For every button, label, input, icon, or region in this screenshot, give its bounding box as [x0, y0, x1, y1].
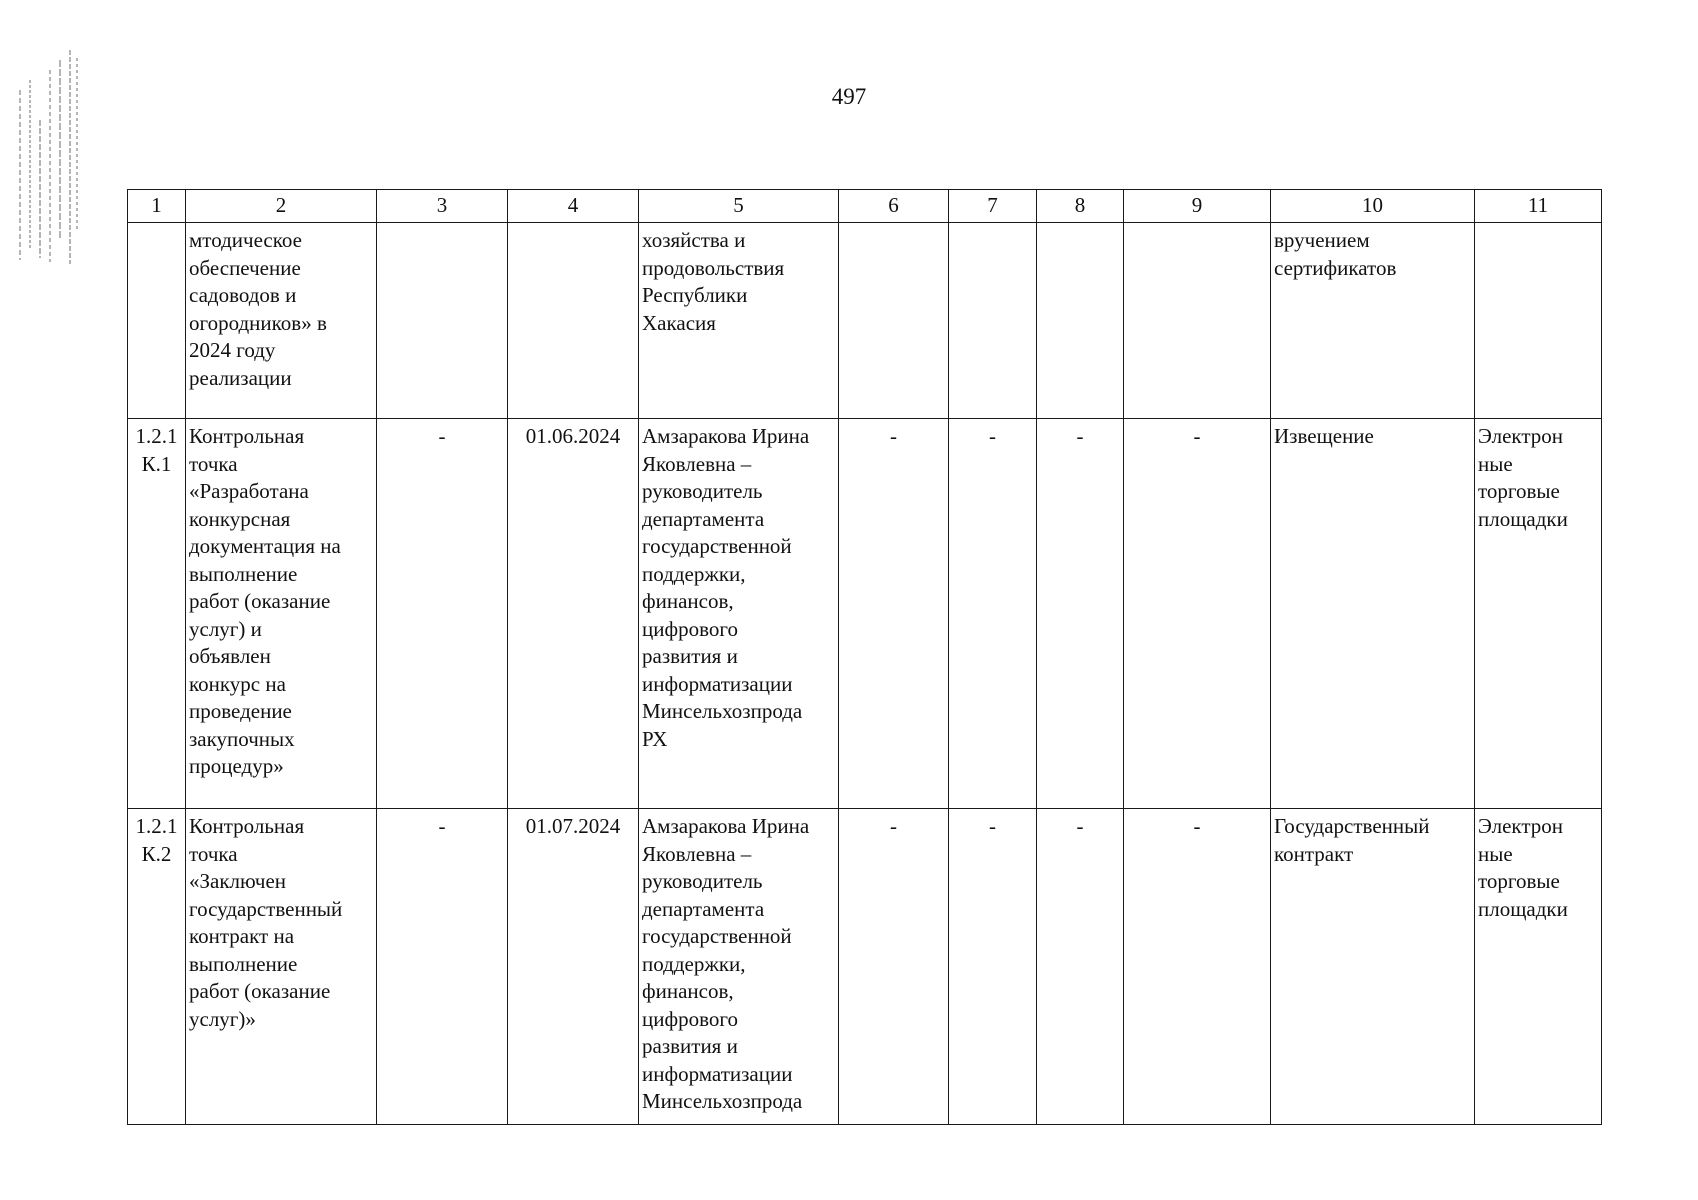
- table-cell: -: [839, 419, 949, 809]
- info-system-cell: Электрон ные торговые площадки: [1475, 809, 1602, 1125]
- table-row: [128, 223, 1602, 419]
- document-type-cell: Государственный контракт: [1271, 809, 1475, 1125]
- table-row: [128, 419, 1602, 809]
- table-cell: -: [1037, 419, 1124, 809]
- table-cell: -: [1037, 809, 1124, 1125]
- table-cell: -: [377, 809, 508, 1125]
- column-header: 8: [1037, 190, 1124, 223]
- table-cell: -: [949, 809, 1037, 1125]
- document-type-cell: вручением сертификатов: [1271, 223, 1475, 419]
- table-cell: -: [1124, 419, 1271, 809]
- table-cell: [839, 223, 949, 419]
- event-name-cell: Контрольная точка «Заключен государственный контракт на выполнение работ (оказание услуг)»: [186, 809, 377, 1125]
- column-header: 4: [508, 190, 639, 223]
- responsible-cell: Амзаракова Ирина Яковлевна – руководитель департамента государственной поддержки, финансов, цифрового развития и информатизации Минсельхозпрода РХ: [639, 419, 839, 809]
- table-cell: [377, 223, 508, 419]
- column-header: 11: [1475, 190, 1602, 223]
- row-number-cell: [128, 223, 186, 419]
- row-number-cell: 1.2.1 К.1: [128, 419, 186, 809]
- page-number: 497: [831, 84, 867, 109]
- date-cell: 01.06.2024: [508, 419, 639, 809]
- registration-stamp: [14, 50, 80, 268]
- column-header: 5: [639, 190, 839, 223]
- row-number-cell: 1.2.1 К.2: [128, 809, 186, 1125]
- table-header-row: [128, 190, 1602, 223]
- plan-table: [127, 189, 1602, 1125]
- document-type-cell: Извещение: [1271, 419, 1475, 809]
- table-cell: -: [1124, 809, 1271, 1125]
- column-header: 10: [1271, 190, 1475, 223]
- event-name-cell: мтодическое обеспечение садоводов и огородников» в 2024 году реализации: [186, 223, 377, 419]
- table-cell: [949, 223, 1037, 419]
- responsible-cell: Амзаракова Ирина Яковлевна – руководитель департамента государственной поддержки, финансов, цифрового развития и информатизации Минсельхозпрода: [639, 809, 839, 1125]
- table-cell: -: [949, 419, 1037, 809]
- date-cell: 01.07.2024: [508, 809, 639, 1125]
- table-cell: [1124, 223, 1271, 419]
- column-header: 1: [128, 190, 186, 223]
- event-name-cell: Контрольная точка «Разработана конкурсная документация на выполнение работ (оказание услуг) и объявлен конкурс на проведение закупочных процедур»: [186, 419, 377, 809]
- column-header: 7: [949, 190, 1037, 223]
- table-cell: -: [377, 419, 508, 809]
- table-cell: [1037, 223, 1124, 419]
- responsible-cell: хозяйства и продовольствия Республики Хакасия: [639, 223, 839, 419]
- column-header: 9: [1124, 190, 1271, 223]
- table-cell: -: [839, 809, 949, 1125]
- column-header: 3: [377, 190, 508, 223]
- info-system-cell: Электрон ные торговые площадки: [1475, 419, 1602, 809]
- column-header: 2: [186, 190, 377, 223]
- column-header: 6: [839, 190, 949, 223]
- date-cell: [508, 223, 639, 419]
- info-system-cell: [1475, 223, 1602, 419]
- table-row: [128, 809, 1602, 1125]
